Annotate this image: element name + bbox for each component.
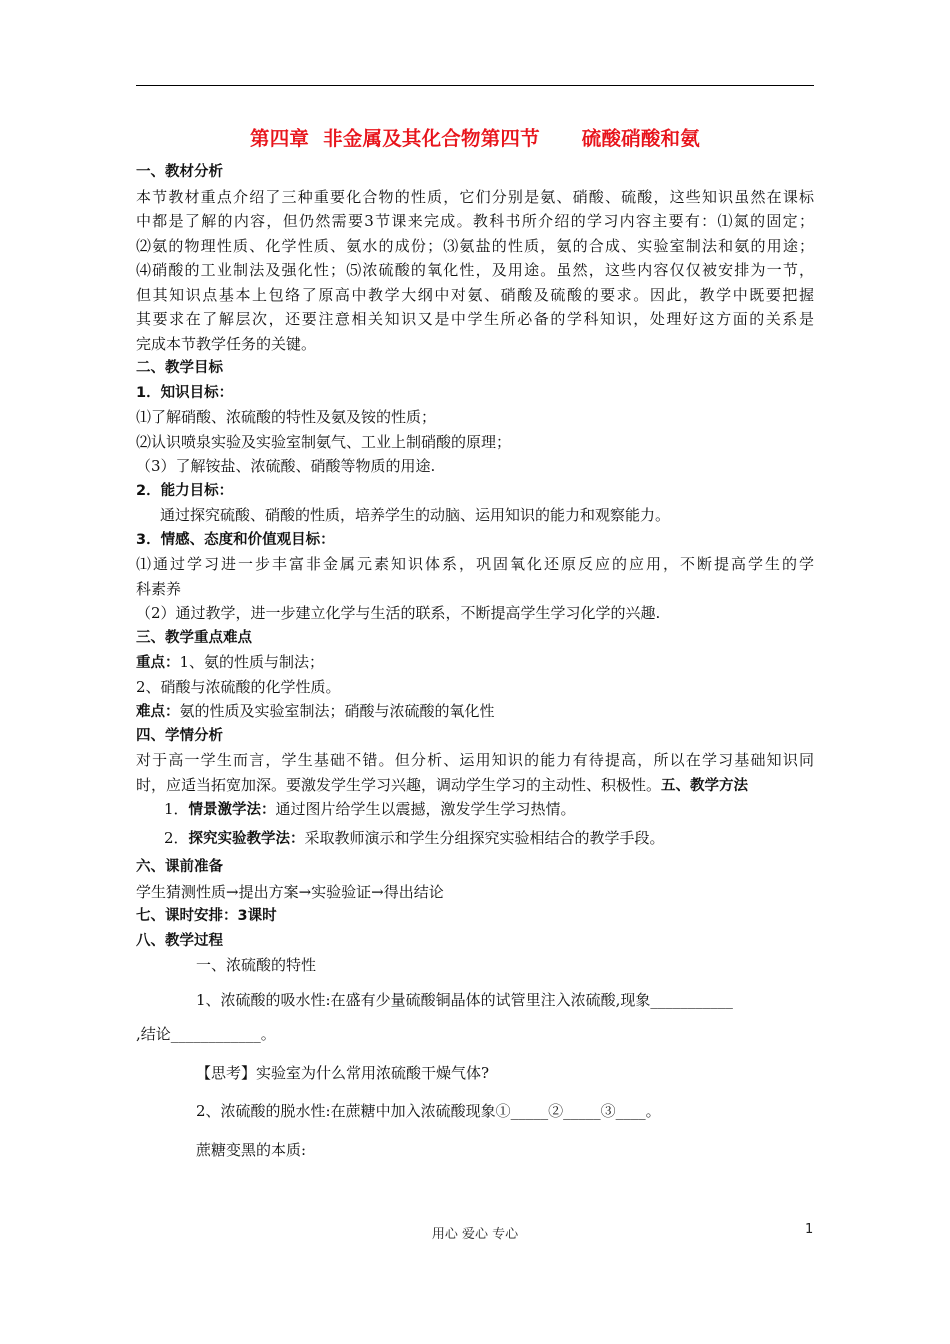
list-item: ⑵认识喷泉实验及实验室制氨气、工业上制硝酸的原理； [136,432,512,451]
paragraph-line: 通过探究硫酸、硝酸的性质，培养学生的动脑、运用知识的能力和观察能力。 [160,506,671,524]
header-rule [136,85,814,86]
paragraph-line: 学生猜测性质→提出方案→实验验证→得出结论 [136,882,444,901]
section-heading-8: 八、教学过程 [136,932,223,949]
paragraph-line: 科素养 [136,579,182,598]
section-heading-3: 三、教学重点难点 [136,629,252,646]
subsection-heading: 一、浓硫酸的特性 [196,956,317,974]
paragraph-line: 对于高一学生而言，学生基础不错。但分析、运用知识的能力有待提高，所以在学习基础知识同 [136,751,814,769]
think-text: 实验室为什么常用浓硫酸干燥气体? [256,1063,490,1082]
paragraph-line: 但其知识点基本上包络了原高中教学大纲中对氨、硝酸及硫酸的要求。因此，教学中既要把握 [136,285,814,304]
section-heading-1: 一、教材分析 [136,164,223,180]
exercise-line: 蔗糖变黑的本质: [196,1140,307,1159]
difficulty-label: 难点： [136,704,180,720]
key-point-line [136,650,814,675]
list-item: ⑴了解硝酸、浓硫酸的特性及氨及铵的性质； [136,408,437,426]
paragraph-line: （2）通过教学，进一步建立化学与生活的联系，不断提高学生学习化学的兴趣. [136,604,661,622]
page-title: 第四章 非金属及其化合物第四节 硫酸硝酸和氨 [250,127,700,150]
method-number: 1． [164,800,189,818]
exercise-line: 2、浓硫酸的脱水性:在蔗糖中加入浓硫酸现象①_____②_____③____。 [196,1102,661,1120]
method-number: 2． [164,829,189,847]
section-heading-4: 四、学情分析 [136,727,223,744]
key-point-text: 1、氨的性质与制法； [179,653,325,671]
page-number: 1 [805,1222,814,1237]
paragraph-line: ⑵氨的物理性质、化学性质、氨水的成份；⑶氨盐的性质，氨的合成、实验室制法和氨的用途； [136,236,814,255]
exercise-line: ,结论____________。 [136,1025,276,1043]
paragraph-line: 中都是了解的内容，但仍然需要3节课来完成。教科书所介绍的学习内容主要有：⑴氮的固定； [136,212,814,230]
subheading-knowledge: 1．知识目标： [136,384,234,401]
paragraph-line: 本节教材重点介绍了三种重要化合物的性质，它们分别是氨、硝酸、硫酸，这些知识虽然在课标 [136,187,814,206]
section-heading-7: 七、课时安排：3课时 [136,908,277,924]
paragraph-text: 时，应适当拓宽加深。要激发学生学习兴趣，调动学生学习的主动性、积极性。 [136,775,662,794]
key-point-line-2: 2、硝酸与浓硫酸的化学性质。 [136,677,341,696]
method-item-1 [136,797,814,826]
section-heading-5: 五、教学方法 [661,777,749,794]
method-item-2 [136,826,814,855]
method-text: 采取教师演示和学生分组探究实验相结合的教学手段。 [304,829,665,847]
subheading-emotion: 3．情感、态度和价值观目标： [136,531,335,548]
section-heading-6: 六、课前准备 [136,859,223,875]
page-footer: 用心 爱心 专心 [431,1227,519,1242]
difficulty-line [136,699,814,724]
key-point-label: 重点： [136,655,180,671]
method-text: 通过图片给学生以震撼，激发学生学习热情。 [275,800,576,818]
paragraph-line: 完成本节教学任务的关键。 [136,334,317,353]
section-heading-2: 二、教学目标 [136,360,223,376]
document-body [136,160,814,1162]
think-question [136,1061,814,1086]
think-label: 【思考】 [196,1063,257,1082]
paragraph-line: ⑷硝酸的工业制法及强化性；⑸浓硫酸的氧化性，及用途。虽然，这些内容仅仅被安排为一节， [136,261,814,279]
subheading-ability: 2．能力目标： [136,482,234,499]
paragraph-line: 其要求在了解层次，还要注意相关知识又是中学生所必备的学科知识，处理好这方面的关系是 [136,310,814,328]
method-label: 情景激学法： [188,802,276,818]
method-label: 探究实验教学法： [188,831,305,847]
list-item: （3）了解铵盐、浓硫酸、硝酸等物质的用途. [136,457,436,475]
paragraph-line [136,773,814,798]
difficulty-text: 氨的性质及实验室制法；硝酸与浓硫酸的氧化性 [179,702,495,720]
paragraph-line: ⑴通过学习进一步丰富非金属元素知识体系，巩固氧化还原反应的应用，不断提高学生的学 [136,555,814,573]
exercise-line: 1、浓硫酸的吸水性:在盛有少量硫酸铜晶体的试管里注入浓硫酸,现象___________ [196,990,733,1009]
